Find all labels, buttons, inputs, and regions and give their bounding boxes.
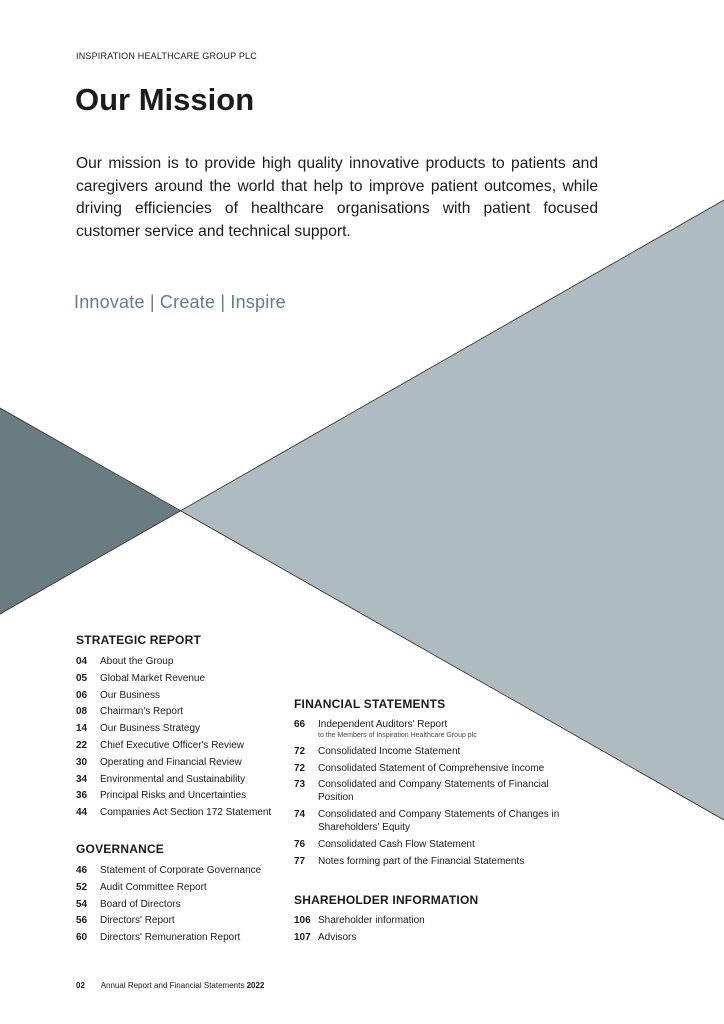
- toc-item-text: [318, 745, 460, 758]
- toc-page-number: 52: [76, 881, 88, 893]
- toc-item-label: Directors' Remuneration Report: [100, 932, 241, 944]
- toc-page-number: 66: [294, 719, 306, 730]
- toc-page-number: 06: [76, 689, 88, 701]
- toc-item[interactable]: [76, 722, 286, 735]
- toc-item[interactable]: [76, 756, 286, 769]
- toc-item-text: [318, 762, 544, 775]
- toc-item-text: [100, 739, 244, 752]
- toc-item-label: Consolidated and Company Statements of Changes in Shareholders' Equity: [318, 809, 560, 834]
- toc-item-label: Consolidated and Company Statements of Financial Position: [318, 779, 549, 804]
- toc-item-text: [318, 914, 425, 927]
- toc-item-text: [100, 773, 245, 786]
- toc-item-text: [100, 789, 246, 802]
- toc-item[interactable]: [76, 914, 286, 927]
- company-name: INSPIRATION HEALTHCARE GROUP PLC: [76, 51, 257, 61]
- toc-page-number: 14: [76, 723, 88, 735]
- toc-page-number: 56: [76, 915, 88, 927]
- toc-item-text: [318, 808, 569, 834]
- toc-item-text: [100, 722, 200, 735]
- toc-item[interactable]: [294, 855, 569, 868]
- toc-item[interactable]: [76, 672, 286, 685]
- toc-page-number: 36: [76, 790, 88, 802]
- toc-page-number: 22: [76, 739, 88, 751]
- toc-page-number: 34: [76, 773, 88, 785]
- toc-item-text: [100, 864, 261, 877]
- toc-item-text: [100, 756, 242, 769]
- footer-year: 2022: [246, 981, 265, 990]
- toc-item-label: Companies Act Section 172 Statement: [100, 807, 272, 819]
- toc-item-label: Operating and Financial Review: [100, 756, 242, 768]
- toc-item-label: Advisors: [318, 931, 357, 943]
- toc-item-text: [100, 881, 207, 894]
- toc-item-text: [318, 718, 477, 741]
- toc-item[interactable]: [76, 739, 286, 752]
- toc-page-number: 107: [294, 931, 311, 943]
- toc-page-number: 76: [294, 838, 306, 850]
- page-footer: [76, 981, 264, 990]
- financial-statements-list: [294, 718, 569, 872]
- toc-item-label: Audit Committee Report: [100, 881, 207, 893]
- toc-item[interactable]: [76, 881, 286, 894]
- toc-page-number: 08: [76, 706, 88, 718]
- toc-item[interactable]: [294, 762, 569, 775]
- toc-item[interactable]: [294, 718, 569, 741]
- toc-page-number: 72: [294, 745, 306, 757]
- dark-triangle-shape: [0, 408, 180, 614]
- toc-item-label: Principal Risks and Uncertainties: [100, 790, 247, 802]
- toc-item-text: [318, 778, 569, 804]
- governance-list: [76, 864, 286, 948]
- toc-item-label: Directors' Report: [100, 915, 175, 927]
- toc-item-sublabel: to the Members of Inspiration Healthcare Group plc: [318, 732, 477, 739]
- toc-item-label: Chief Executive Officer's Review: [100, 739, 244, 751]
- page-title: Our Mission: [75, 82, 255, 117]
- toc-item-text: [318, 855, 524, 868]
- toc-item-text: [318, 838, 475, 851]
- shareholder-information-heading: SHAREHOLDER INFORMATION: [294, 893, 479, 907]
- toc-item[interactable]: [76, 655, 286, 668]
- toc-item-label: Statement of Corporate Governance: [100, 865, 262, 876]
- toc-item[interactable]: [294, 838, 569, 851]
- toc-item-label: Chairman's Report: [100, 706, 184, 718]
- toc-page-number: 74: [294, 809, 306, 821]
- shareholder-information-list: [294, 914, 569, 948]
- toc-item-label: Consolidated Statement of Comprehensive Income: [318, 762, 545, 774]
- strategic-report-list: [76, 655, 286, 823]
- toc-item-text: [318, 931, 356, 944]
- strategic-report-heading: STRATEGIC REPORT: [76, 633, 201, 647]
- toc-item-text: [100, 806, 271, 819]
- toc-item-label: Environmental and Sustainability: [100, 773, 246, 785]
- toc-item[interactable]: [294, 808, 569, 834]
- toc-page-number: 106: [294, 915, 311, 926]
- page-number: 02: [76, 981, 85, 990]
- toc-item[interactable]: [76, 864, 286, 877]
- toc-item[interactable]: [294, 931, 569, 944]
- toc-item-text: [100, 898, 181, 911]
- toc-item[interactable]: [76, 789, 286, 802]
- toc-page-number: 05: [76, 672, 88, 684]
- toc-item[interactable]: [294, 778, 569, 804]
- toc-item-label: Independent Auditors' Report: [318, 719, 448, 730]
- mission-statement: Our mission is to provide high quality innovative products to patients and caregivers around the world that help to improve patient outcomes, while driving efficiencies of healthcare organisations with patient focused customer service and technical support.: [76, 155, 598, 240]
- toc-item-text: [100, 655, 173, 668]
- toc-page-number: 44: [76, 807, 88, 819]
- footer-report-title: Annual Report and Financial Statements: [100, 981, 245, 990]
- toc-page-number: 46: [76, 865, 88, 876]
- toc-item[interactable]: [76, 705, 286, 718]
- toc-item-label: Shareholder information: [318, 915, 425, 926]
- toc-item-label: About the Group: [100, 656, 174, 667]
- toc-page-number: 30: [76, 756, 88, 768]
- toc-item[interactable]: [76, 773, 286, 786]
- toc-item-label: Consolidated Income Statement: [318, 745, 461, 757]
- toc-item-label: Our Business: [100, 689, 161, 701]
- toc-page-number: 73: [294, 779, 306, 791]
- toc-item[interactable]: [294, 745, 569, 758]
- toc-item[interactable]: [294, 914, 569, 927]
- toc-item-text: [100, 931, 240, 944]
- toc-item[interactable]: [76, 931, 286, 944]
- tagline: Innovate | Create | Inspire: [74, 292, 286, 312]
- toc-item-label: Our Business Strategy: [100, 723, 201, 735]
- toc-item[interactable]: [76, 689, 286, 702]
- toc-item-text: [100, 705, 183, 718]
- toc-item[interactable]: [76, 806, 286, 819]
- toc-item-label: Notes forming part of the Financial Statements: [318, 855, 525, 867]
- toc-page-number: 72: [294, 762, 306, 774]
- toc-page-number: 04: [76, 656, 88, 667]
- financial-statements-heading: FINANCIAL STATEMENTS: [294, 697, 446, 711]
- toc-item-label: Board of Directors: [100, 898, 181, 910]
- governance-heading: GOVERNANCE: [76, 842, 165, 856]
- toc-item-text: [100, 672, 205, 685]
- toc-item-text: [100, 914, 175, 927]
- toc-item[interactable]: [76, 898, 286, 911]
- toc-item-label: Global Market Revenue: [100, 672, 206, 684]
- toc-page-number: 77: [294, 855, 306, 867]
- toc-page-number: 54: [76, 898, 88, 910]
- toc-item-text: [100, 689, 160, 702]
- toc-page-number: 60: [76, 932, 88, 944]
- toc-item-label: Consolidated Cash Flow Statement: [318, 838, 475, 850]
